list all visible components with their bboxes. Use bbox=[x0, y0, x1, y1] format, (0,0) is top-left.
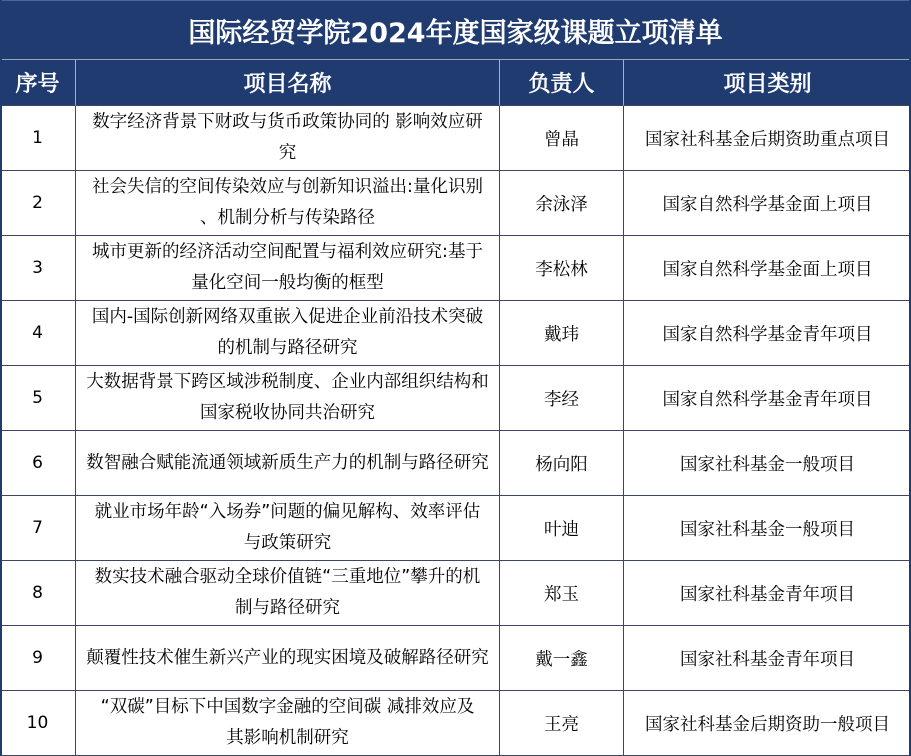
table-row bbox=[0, 236, 911, 301]
cell-index: 3 bbox=[0, 236, 76, 301]
table-row bbox=[0, 561, 911, 626]
cell-leader: 余泳泽 bbox=[500, 171, 624, 236]
cell-project-name bbox=[76, 691, 500, 756]
cell-leader: 叶迪 bbox=[500, 496, 624, 561]
column-header-leader: 负责人 bbox=[500, 60, 624, 106]
table-row bbox=[0, 691, 911, 756]
project-name-line: 就业市场年龄“入场券”问题的偏见解构、效率评估 bbox=[94, 502, 481, 522]
project-name-line: “双碳”目标下中国数字金融的空间碳 减排效应及 bbox=[100, 697, 475, 717]
project-name-line: 数智融合赋能流通领域新质生产力的机制与路径研究 bbox=[86, 452, 489, 473]
cell-project-name bbox=[76, 496, 500, 561]
table-row bbox=[0, 301, 911, 366]
cell-leader: 李松林 bbox=[500, 236, 624, 301]
cell-project-name bbox=[76, 366, 500, 431]
project-name-line: 制与路径研究 bbox=[235, 598, 340, 618]
project-name-line: 究 bbox=[278, 143, 297, 163]
cell-project-name bbox=[76, 171, 500, 236]
cell-index: 10 bbox=[0, 691, 76, 756]
project-name-line: 其影响机制研究 bbox=[226, 728, 349, 748]
cell-leader: 曾晶 bbox=[500, 106, 624, 171]
project-name-line: 、机制分析与传染路径 bbox=[200, 208, 375, 228]
project-name-line: 与政策研究 bbox=[243, 533, 332, 553]
column-header-category: 项目类别 bbox=[624, 60, 911, 106]
cell-category: 国家社科基金后期资助重点项目 bbox=[624, 106, 911, 171]
cell-category: 国家自然科学基金青年项目 bbox=[624, 301, 911, 366]
cell-index: 8 bbox=[0, 561, 76, 626]
column-header-name: 项目名称 bbox=[76, 60, 500, 106]
cell-project-name bbox=[76, 431, 500, 496]
project-name-line: 国家税收协同共治研究 bbox=[200, 403, 375, 423]
project-name-line: 数字经济背景下财政与货币政策协同的 影响效应研 bbox=[92, 112, 483, 132]
project-name-line: 量化空间一般均衡的框型 bbox=[191, 273, 384, 293]
cell-project-name bbox=[76, 236, 500, 301]
table-row bbox=[0, 496, 911, 561]
cell-category: 国家社科基金青年项目 bbox=[624, 561, 911, 626]
cell-leader: 戴一鑫 bbox=[500, 626, 624, 691]
cell-leader: 李经 bbox=[500, 366, 624, 431]
cell-category: 国家社科基金后期资助一般项目 bbox=[624, 691, 911, 756]
cell-index: 4 bbox=[0, 301, 76, 366]
header-row bbox=[0, 60, 911, 106]
cell-leader: 戴玮 bbox=[500, 301, 624, 366]
cell-index: 1 bbox=[0, 106, 76, 171]
table-row bbox=[0, 171, 911, 236]
cell-category: 国家自然科学基金面上项目 bbox=[624, 171, 911, 236]
project-name-line: 城市更新的经济活动空间配置与福利效应研究:基于 bbox=[92, 242, 483, 262]
cell-index: 6 bbox=[0, 431, 76, 496]
cell-category: 国家社科基金青年项目 bbox=[624, 626, 911, 691]
table-row bbox=[0, 366, 911, 431]
cell-leader: 王亮 bbox=[500, 691, 624, 756]
cell-category: 国家社科基金一般项目 bbox=[624, 496, 911, 561]
cell-category: 国家自然科学基金青年项目 bbox=[624, 366, 911, 431]
cell-leader: 郑玉 bbox=[500, 561, 624, 626]
cell-index: 9 bbox=[0, 626, 76, 691]
cell-project-name bbox=[76, 301, 500, 366]
cell-category: 国家社科基金一般项目 bbox=[624, 431, 911, 496]
sheet-title: 国际经贸学院2024年度国家级课题立项清单 bbox=[0, 0, 911, 60]
table-row bbox=[0, 431, 911, 496]
cell-category: 国家自然科学基金面上项目 bbox=[624, 236, 911, 301]
project-name-line: 颠覆性技术催生新兴产业的现实困境及破解路径研究 bbox=[86, 647, 489, 668]
project-name-line: 国内-国际创新网络双重嵌入促进企业前沿技术突破 bbox=[91, 307, 484, 327]
project-name-line: 社会失信的空间传染效应与创新知识溢出:量化识别 bbox=[92, 177, 483, 197]
cell-leader: 杨向阳 bbox=[500, 431, 624, 496]
table-row bbox=[0, 106, 911, 171]
cell-index: 5 bbox=[0, 366, 76, 431]
cell-project-name bbox=[76, 106, 500, 171]
table-row bbox=[0, 626, 911, 691]
project-name-line: 大数据背景下跨区域涉税制度、企业内部组织结构和 bbox=[86, 372, 489, 392]
cell-project-name bbox=[76, 561, 500, 626]
cell-index: 2 bbox=[0, 171, 76, 236]
cell-project-name bbox=[76, 626, 500, 691]
column-header-index: 序号 bbox=[0, 60, 76, 106]
project-name-line: 数实技术融合驱动全球价值链“三重地位”攀升的机 bbox=[94, 567, 481, 587]
project-name-line: 的机制与路径研究 bbox=[217, 338, 358, 358]
cell-index: 7 bbox=[0, 496, 76, 561]
